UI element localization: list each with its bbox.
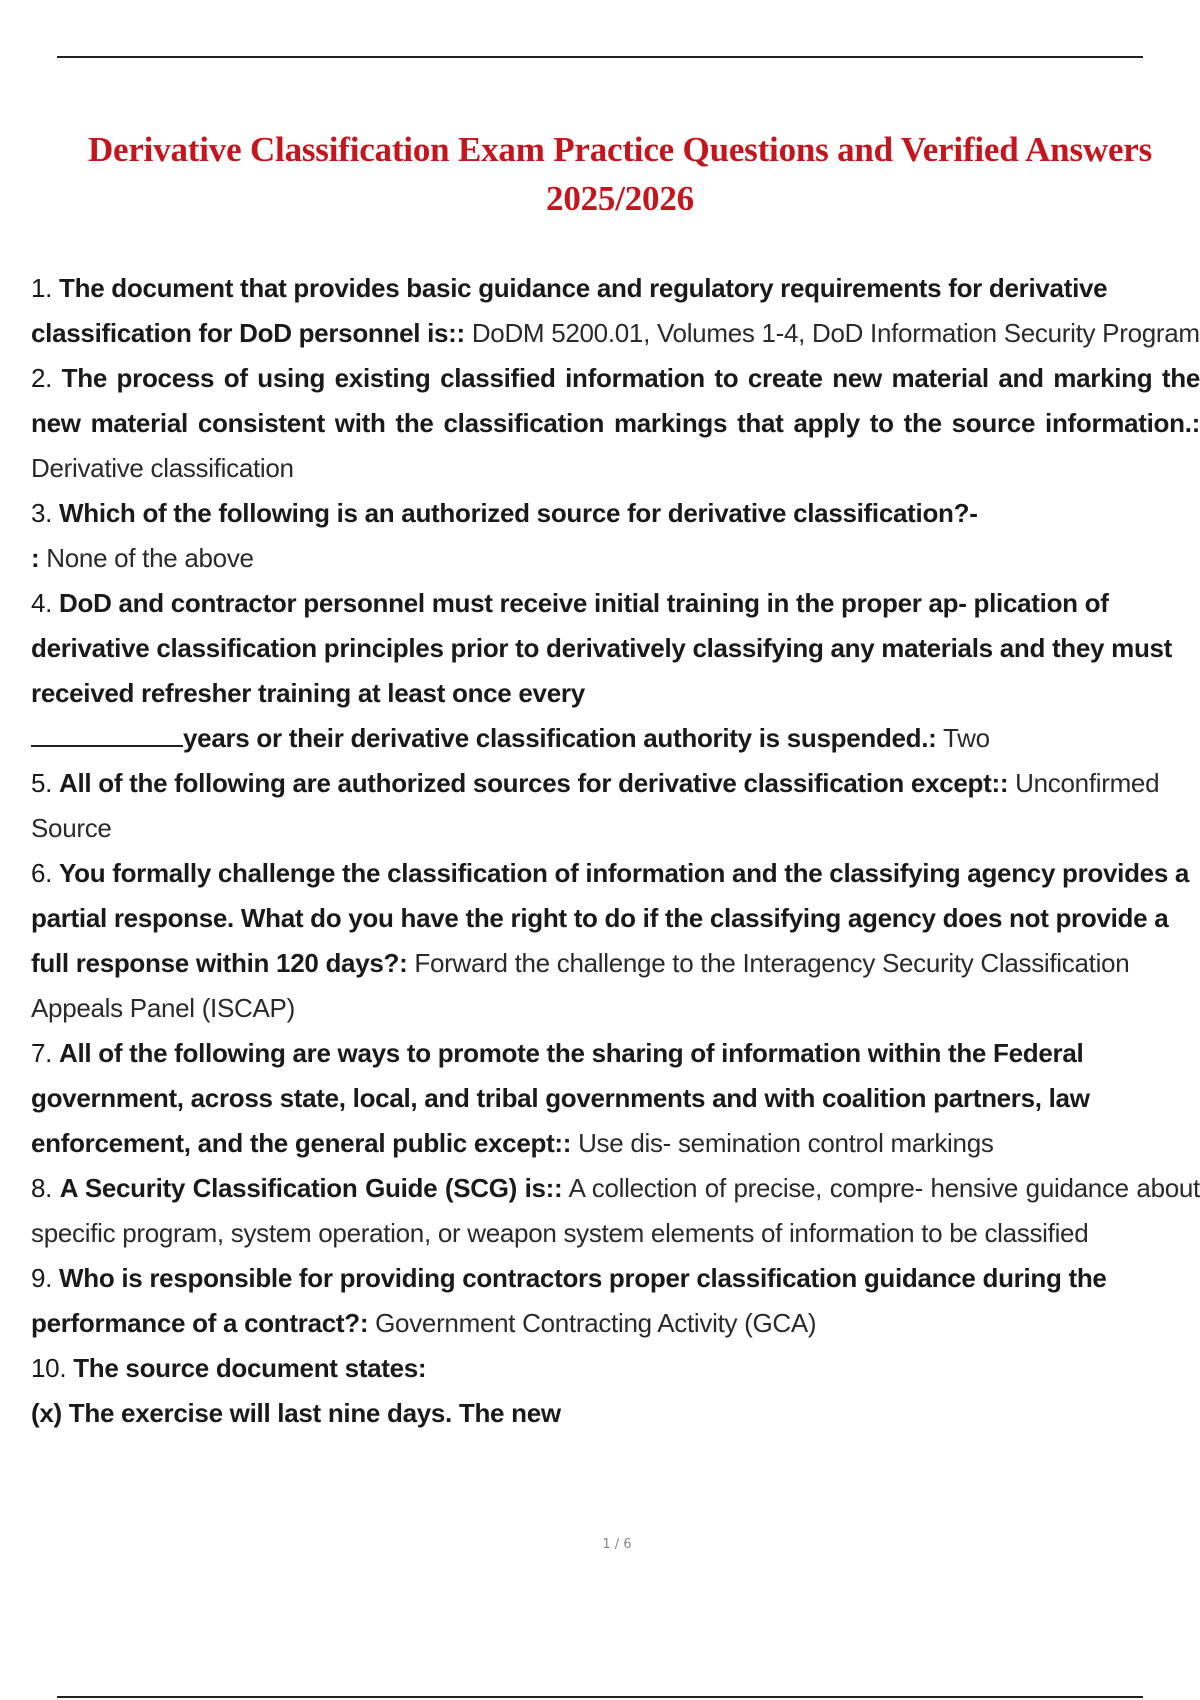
question-number: 7. <box>31 1038 53 1068</box>
question-number: 8. <box>31 1173 53 1203</box>
question-item-4 <box>31 581 1200 761</box>
answer-text: Two <box>943 723 990 753</box>
question-item-7 <box>31 1031 1200 1166</box>
fill-in-blank <box>31 719 183 747</box>
question-number: 3. <box>31 498 53 528</box>
question-text: The source document states: <box>73 1353 427 1383</box>
question-item-3 <box>31 491 1200 581</box>
answer-text: Use dis- semination control markings <box>578 1128 994 1158</box>
question-suffix: : <box>31 543 40 573</box>
question-text: The process of using existing classified information to create new material and marking the new material consistent with the classification markings that apply to the source information.: <box>31 363 1200 438</box>
answer-text: Derivative classification <box>31 453 294 483</box>
question-item-8 <box>31 1166 1200 1256</box>
question-number: 9. <box>31 1263 53 1293</box>
question-continuation: years or their derivative classification authority is suspended.: <box>183 723 937 753</box>
answer-text: DoDM 5200.01, Volumes 1-4, DoD Information Security Program <box>471 318 1200 348</box>
question-number: 4. <box>31 588 53 618</box>
question-number: 1. <box>31 273 53 303</box>
title-line-2: 2025/2026 <box>546 179 694 218</box>
question-text: Which of the following is an authorized source for derivative classification?- <box>59 498 978 528</box>
question-item-5 <box>31 761 1200 851</box>
question-item-1 <box>31 266 1200 356</box>
answer-text: Unconfirmed Source <box>31 768 1160 843</box>
question-list <box>31 266 1200 1436</box>
question-item-2 <box>31 356 1200 491</box>
question-text: The document that provides basic guidance and regulatory requirements for derivative classification for DoD personnel is:: <box>31 273 1108 348</box>
question-number: 6. <box>31 858 53 888</box>
question-text: You formally challenge the classification of information and the classifying agency provides a partial response. What do you have the right to do if the classifying agency does not provide a full response within 120 days?: <box>31 858 1190 978</box>
bottom-rule <box>57 1696 1143 1698</box>
question-number: 5. <box>31 768 53 798</box>
title-line-1: Derivative Classification Exam Practice Questions and Verified Answers <box>87 130 1153 169</box>
answer-text: None of the above <box>46 543 254 573</box>
question-text: DoD and contractor personnel must receive initial training in the proper ap- plication of derivative classification principles prior to derivatively classifying any materials and they must received refresher training at least once every <box>31 588 1173 708</box>
question-text: Who is responsible for providing contractors proper classification guidance during the performance of a contract?: <box>31 1263 1107 1338</box>
top-rule <box>57 56 1143 58</box>
question-number: 2. <box>31 363 53 393</box>
question-text: All of the following are authorized sources for derivative classification except:: <box>59 768 1009 798</box>
question-item-10 <box>31 1346 1200 1436</box>
question-number: 10. <box>31 1353 67 1383</box>
answer-text: Forward the challenge to the Interagency Security Classification Appeals Panel (ISCAP) <box>31 948 1130 1023</box>
answer-text: A collection of precise, compre- hensive guidance about specific program, system operation, or weapon system elements of information to be classified <box>31 1173 1200 1248</box>
question-item-9 <box>31 1256 1200 1346</box>
question-continuation: (x) The exercise will last nine days. The new <box>31 1398 561 1428</box>
answer-text: Government Contracting Activity (GCA) <box>375 1308 817 1338</box>
page-indicator: 1 / 6 <box>602 1537 632 1552</box>
page-title <box>40 125 1200 223</box>
question-text: A Security Classification Guide (SCG) is:: <box>59 1173 563 1203</box>
question-text: All of the following are ways to promote the sharing of information within the Federal government, across state, local, and tribal governments and with coalition partners, law enforcement, and the general public except:: <box>31 1038 1090 1158</box>
question-item-6 <box>31 851 1200 1031</box>
